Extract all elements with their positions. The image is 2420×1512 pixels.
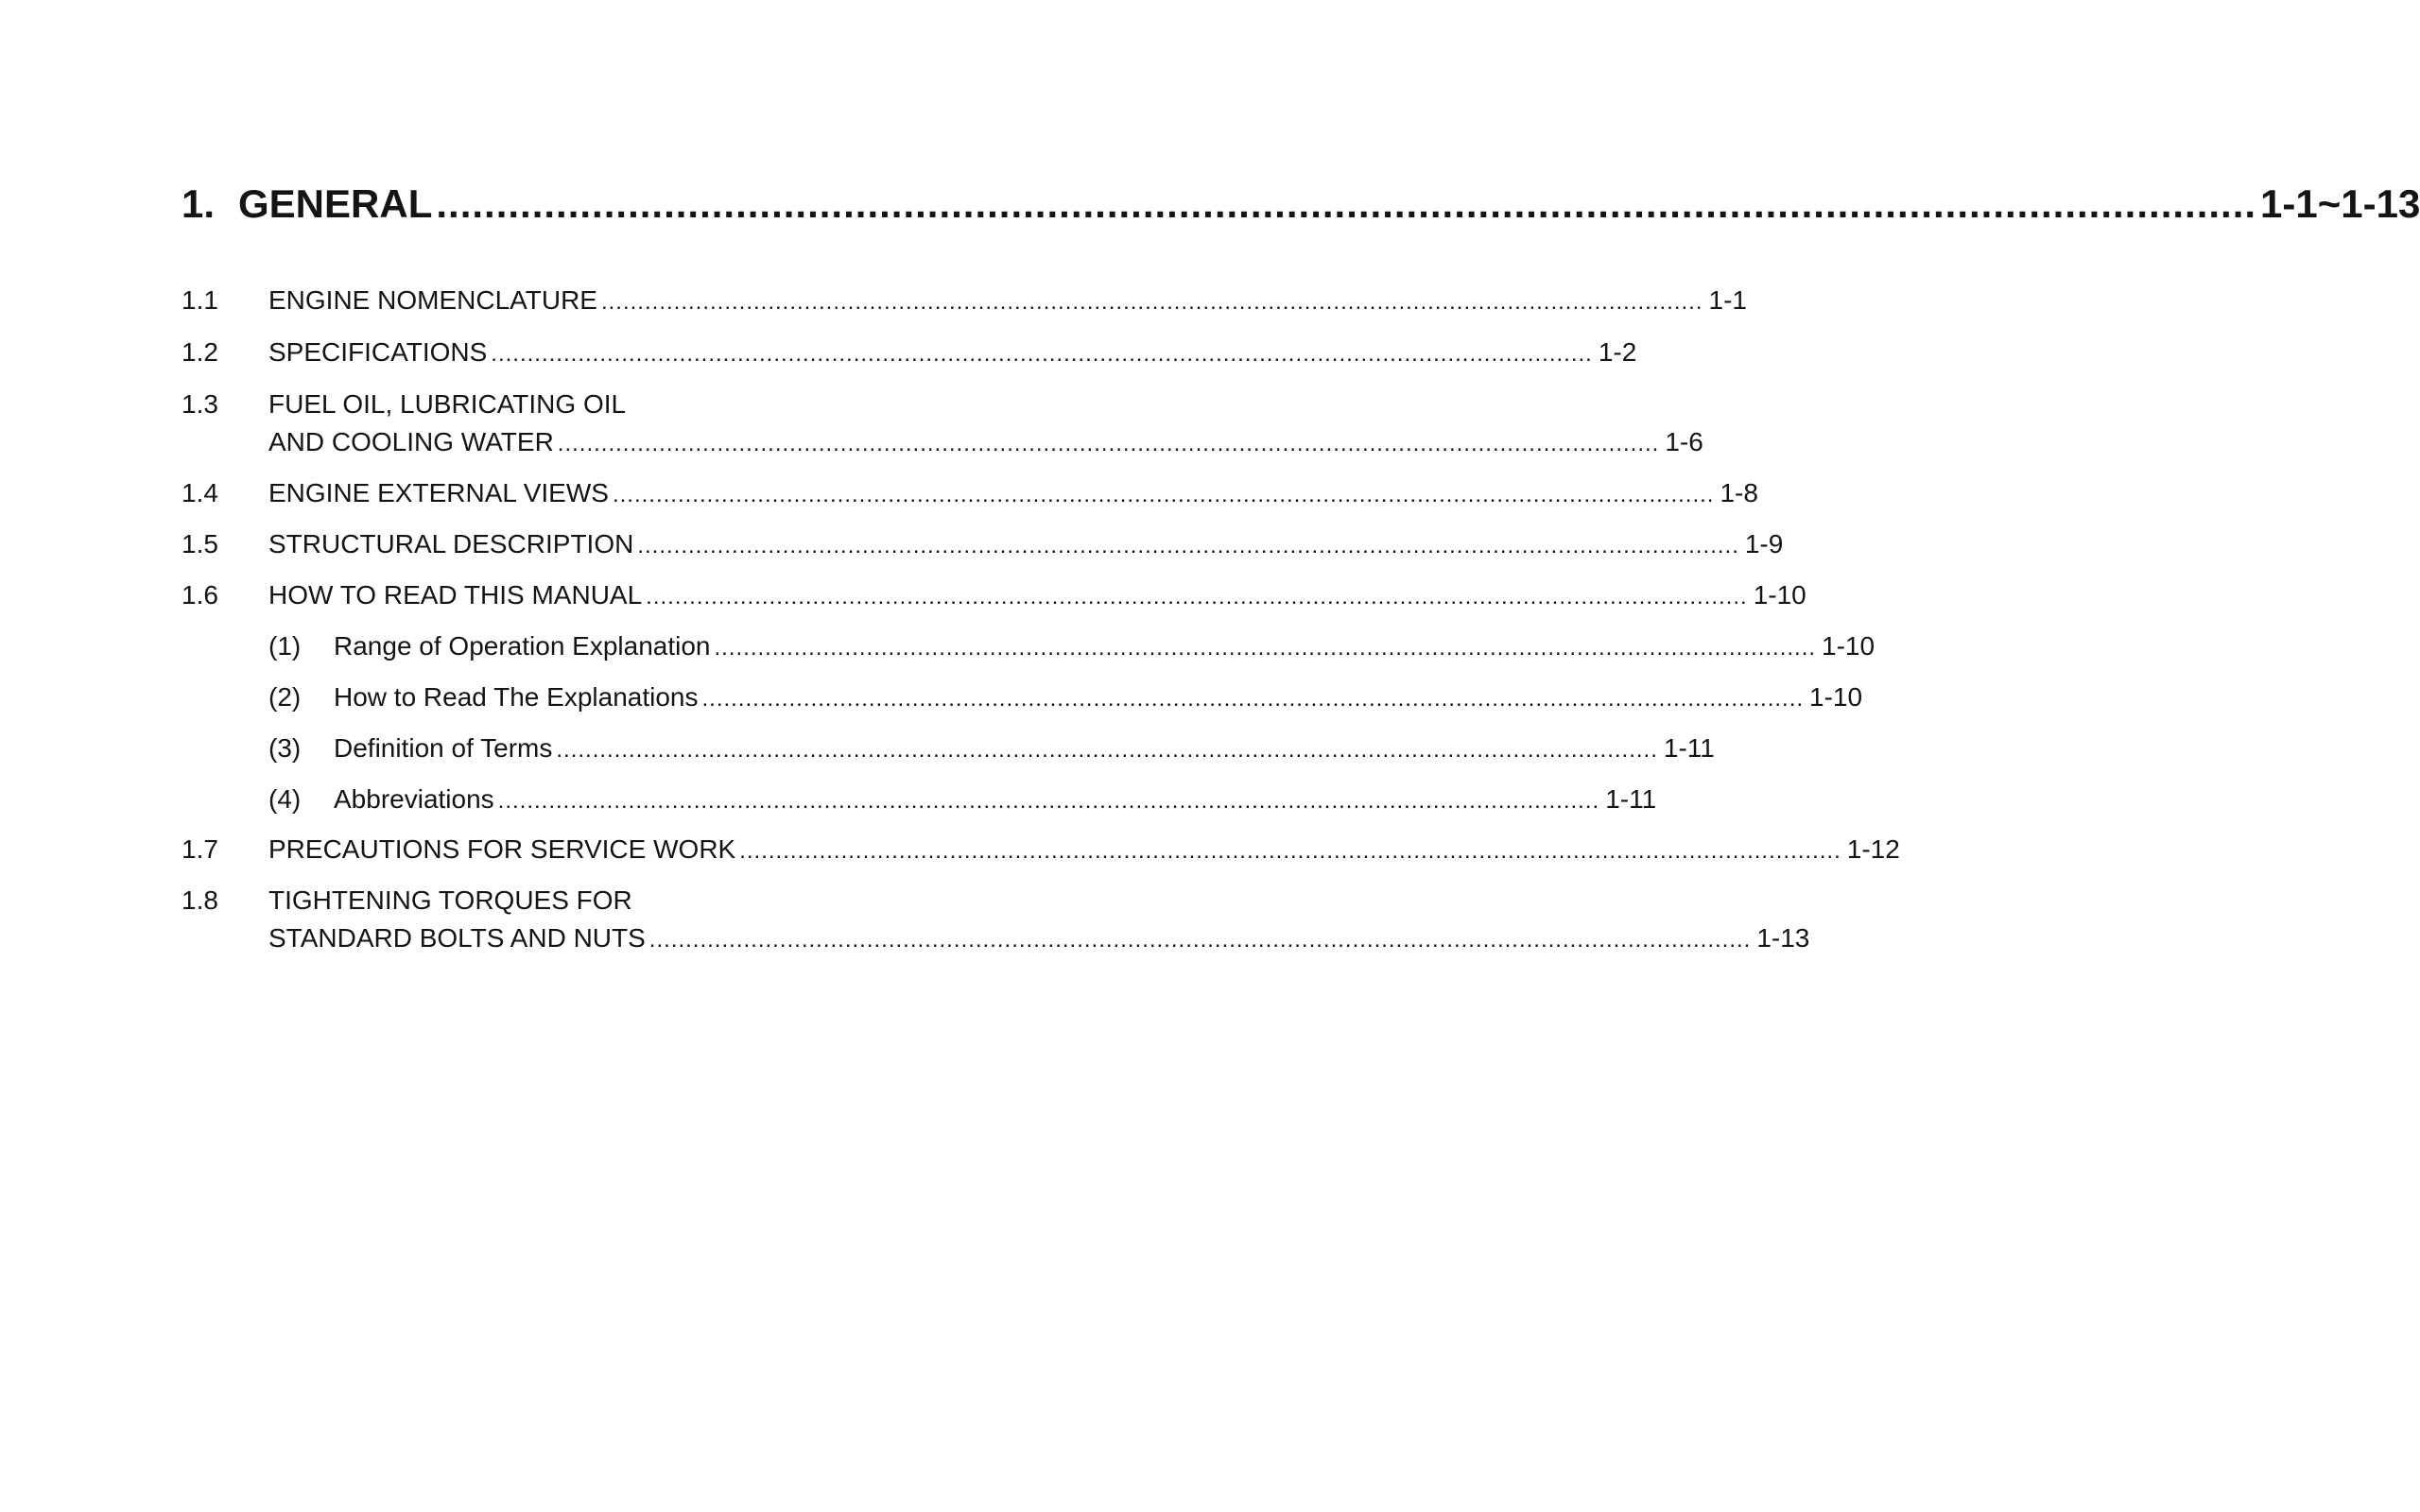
section-number: 1.7 bbox=[182, 834, 218, 864]
dot-leader: ........................................................................................................................................................ bbox=[637, 533, 1739, 558]
section-number: 1.1 bbox=[182, 285, 218, 315]
dot-leader: ........................................................................................................................................................ bbox=[648, 927, 1752, 953]
section-number: 1.2 bbox=[182, 337, 218, 367]
subsection-title: Abbreviations bbox=[334, 784, 494, 814]
page-number: 1-11 bbox=[1605, 784, 1657, 814]
page-number: 1-10 bbox=[1822, 631, 1876, 661]
section-title-line-2: STANDARD BOLTS AND NUTS bbox=[268, 923, 646, 953]
dot-leader: ........................................................................................................................................................ bbox=[739, 838, 1841, 864]
section-title: STRUCTURAL DESCRIPTION bbox=[268, 529, 634, 558]
section-title-line-1: TIGHTENING TORQUES FOR bbox=[268, 885, 632, 915]
chapter-heading bbox=[182, 180, 2420, 229]
page-number: 1-13 bbox=[1756, 923, 1810, 953]
dot-leader: ........................................................................................................................................................ bbox=[436, 181, 2257, 226]
dot-leader: ........................................................................................................................................................ bbox=[714, 635, 1817, 661]
page-number: 1-1 bbox=[1708, 285, 1747, 315]
section-number: 1.8 bbox=[182, 885, 218, 915]
section-number: 1.5 bbox=[182, 529, 218, 558]
chapter-page-range: 1-1~1-13 bbox=[2260, 181, 2420, 226]
subsection-number: (4) bbox=[268, 784, 302, 814]
section-title: SPECIFICATIONS bbox=[268, 337, 488, 367]
section-title: HOW TO READ THIS MANUAL bbox=[268, 580, 643, 610]
page-number: 1-12 bbox=[1846, 834, 1900, 864]
page-number: 1-10 bbox=[1753, 580, 1806, 610]
section-title-line-2: AND COOLING WATER bbox=[268, 427, 554, 456]
page-number: 1-6 bbox=[1665, 427, 1703, 456]
dot-leader: ........................................................................................................................................................ bbox=[701, 686, 1805, 712]
subsection-title: Range of Operation Explanation bbox=[334, 631, 711, 661]
section-title: PRECAUTIONS FOR SERVICE WORK bbox=[268, 834, 736, 864]
subsection-title: How to Read The Explanations bbox=[334, 682, 699, 712]
section-number: 1.6 bbox=[182, 580, 218, 610]
page-number: 1-11 bbox=[1663, 733, 1715, 763]
section-number: 1.3 bbox=[182, 389, 218, 419]
dot-leader: ........................................................................................................................................................ bbox=[556, 737, 1658, 763]
dot-leader: ........................................................................................................................................................ bbox=[612, 482, 1715, 507]
dot-leader: ........................................................................................................................................................ bbox=[600, 289, 1703, 315]
dot-leader: ........................................................................................................................................................ bbox=[557, 431, 1660, 456]
section-title: ENGINE EXTERNAL VIEWS bbox=[268, 478, 609, 507]
section-title: ENGINE NOMENCLATURE bbox=[268, 285, 597, 315]
chapter-number: 1. bbox=[182, 181, 216, 226]
page-number: 1-8 bbox=[1720, 478, 1758, 507]
subsection-number: (2) bbox=[268, 682, 302, 712]
dot-leader: ........................................................................................................................................................ bbox=[491, 341, 1593, 367]
chapter-title: GENERAL bbox=[238, 181, 433, 226]
subsection-title: Definition of Terms bbox=[334, 733, 553, 763]
page-number: 1-9 bbox=[1744, 529, 1784, 558]
page-number: 1-10 bbox=[1809, 682, 1863, 712]
subsection-number: (3) bbox=[268, 733, 302, 763]
section-number: 1.4 bbox=[182, 478, 218, 507]
subsection-number: (1) bbox=[268, 631, 302, 661]
dot-leader: ........................................................................................................................................................ bbox=[497, 788, 1600, 814]
section-title-line-1: FUEL OIL, LUBRICATING OIL bbox=[268, 389, 627, 419]
dot-leader: ........................................................................................................................................................ bbox=[646, 584, 1748, 610]
page-number: 1-2 bbox=[1598, 337, 1637, 367]
